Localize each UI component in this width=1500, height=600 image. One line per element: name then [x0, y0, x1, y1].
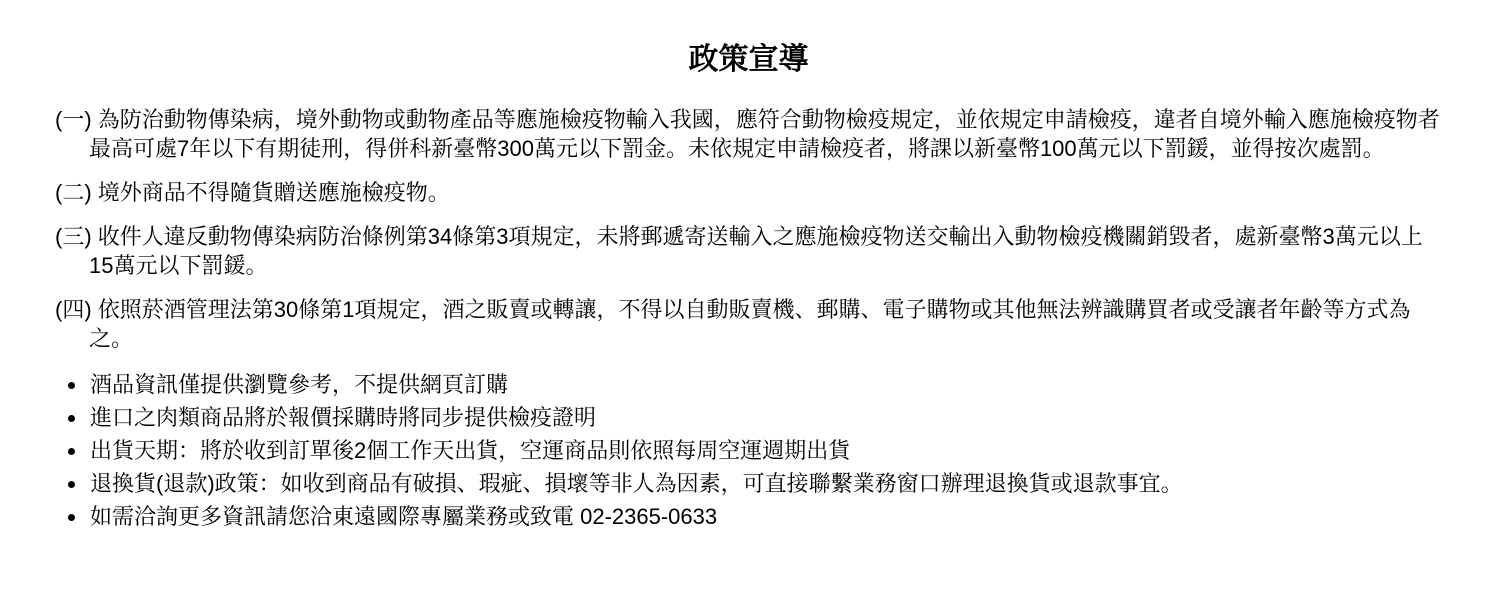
paragraph-4-number: (四) — [55, 297, 92, 322]
policy-paragraph-3 — [55, 222, 1442, 280]
note-item-return-policy: • 退換貨(退款)政策：如收到商品有破損、瑕疵、損壞等非人為因素，可直接聯繫業務窗口辦理退換貨或退款事宜。 — [88, 467, 1442, 500]
paragraph-1-number: (一) — [55, 107, 92, 132]
note-item-meat-quarantine: • 進口之肉類商品將於報價採購時將同步提供檢疫證明 — [88, 401, 1442, 434]
paragraph-3-text: 收件人違反動物傳染病防治條例第34條第3項規定，未將郵遞寄送輸入之應施檢疫物送交輸出入動物檢疫機關銷毀者，處新臺幣3萬元以上15萬元以下罰鍰。 — [89, 224, 1423, 278]
note-item-wine-info: • 酒品資訊僅提供瀏覽參考，不提供網頁訂購 — [88, 368, 1442, 401]
notes-list — [55, 368, 1442, 533]
note-item-shipping-leadtime: • 出貨天期：將於收到訂單後2個工作天出貨，空運商品則依照每周空運週期出貨 — [88, 434, 1442, 467]
paragraph-2-text: 境外商品不得隨貨贈送應施檢疫物。 — [97, 180, 450, 205]
note-item-contact-info: • 如需洽詢更多資訊請您洽東遠國際專屬業務或致電 02-2365-0633 — [88, 500, 1442, 533]
paragraph-3-number: (三) — [55, 224, 92, 249]
policy-paragraph-1 — [55, 105, 1442, 163]
paragraph-1-text: 為防治動物傳染病，境外動物或動物產品等應施檢疫物輸入我國，應符合動物檢疫規定，並依規定申請檢疫，違者自境外輸入應施檢疫物者最高可處7年以下有期徒刑，得併科新臺幣300萬元以下罰金。未依規定申請檢疫者，將課以新臺幣100萬元以下罰鍰，並得按次處罰。 — [89, 107, 1440, 161]
paragraph-2-number: (二) — [55, 180, 92, 205]
policy-paragraph-4 — [55, 295, 1442, 353]
paragraph-4-text: 依照菸酒管理法第30條第1項規定，酒之販賣或轉讓，不得以自動販賣機、郵購、電子購物或其他無法辨識購買者或受讓者年齡等方式為之。 — [89, 297, 1411, 351]
policy-paragraph-2 — [55, 178, 1442, 207]
page-title: 政策宣導 — [688, 43, 809, 76]
